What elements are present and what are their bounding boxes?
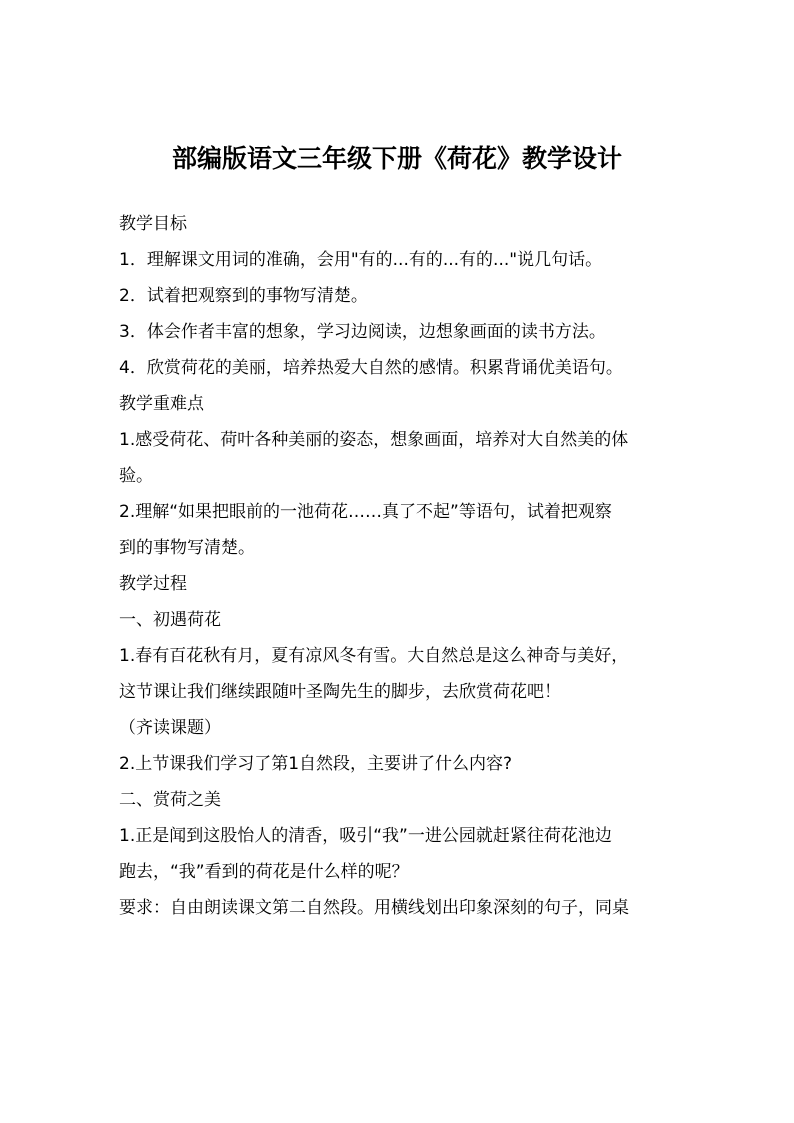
key-point-2-line-1: 2.理解“如果把眼前的一池荷花……真了不起”等语句，试着把观察 (119, 502, 612, 522)
appreciation-1-line-2: 跑去，“我”看到的荷花是什么样的呢？ (119, 862, 409, 882)
requirement-line: 要求：自由朗读课文第二自然段。用横线划出印象深刻的句子，同桌 (119, 898, 629, 918)
appreciation-1-line-1: 1.正是闻到这股怡人的清香，吸引“我”一进公园就赶紧往荷花池边 (119, 826, 612, 846)
objective-2: 2．试着把观察到的事物写清楚。 (119, 286, 368, 306)
section-heading-objectives: 教学目标 (119, 214, 187, 234)
process-1-line-1: 1.春有百花秋有月，夏有凉风冬有雪。大自然总是这么神奇与美好， (119, 646, 629, 666)
objective-4: 4．欣赏荷花的美丽，培养热爱大自然的感情。积累背诵优美语句。 (119, 358, 623, 378)
key-point-2-line-2: 到的事物写清楚。 (119, 538, 255, 558)
objective-1: 1．理解课文用词的准确，会用"有的...有的...有的..."说几句话。 (119, 250, 603, 270)
section-heading-key-points: 教学重难点 (119, 394, 204, 414)
process-part-2-heading: 二、赏荷之美 (119, 790, 221, 810)
process-2: 2.上节课我们学习了第1自然段，主要讲了什么内容? (119, 754, 513, 774)
process-1-note: （齐读课题） (119, 718, 221, 738)
process-1-line-2: 这节课让我们继续跟随叶圣陶先生的脚步，去欣赏荷花吧！ (119, 682, 561, 702)
document-body (119, 206, 684, 926)
section-heading-process: 教学过程 (119, 574, 187, 594)
key-point-1-line-2: 验。 (119, 466, 153, 486)
document-title: 部编版语文三年级下册《荷花》教学设计 (171, 144, 622, 173)
objective-3: 3．体会作者丰富的想象，学习边阅读，边想象画面的读书方法。 (119, 322, 606, 342)
key-point-1-line-1: 1.感受荷花、荷叶各种美丽的姿态，想象画面，培养对大自然美的体 (119, 430, 629, 450)
process-part-1-heading: 一、初遇荷花 (119, 610, 221, 630)
